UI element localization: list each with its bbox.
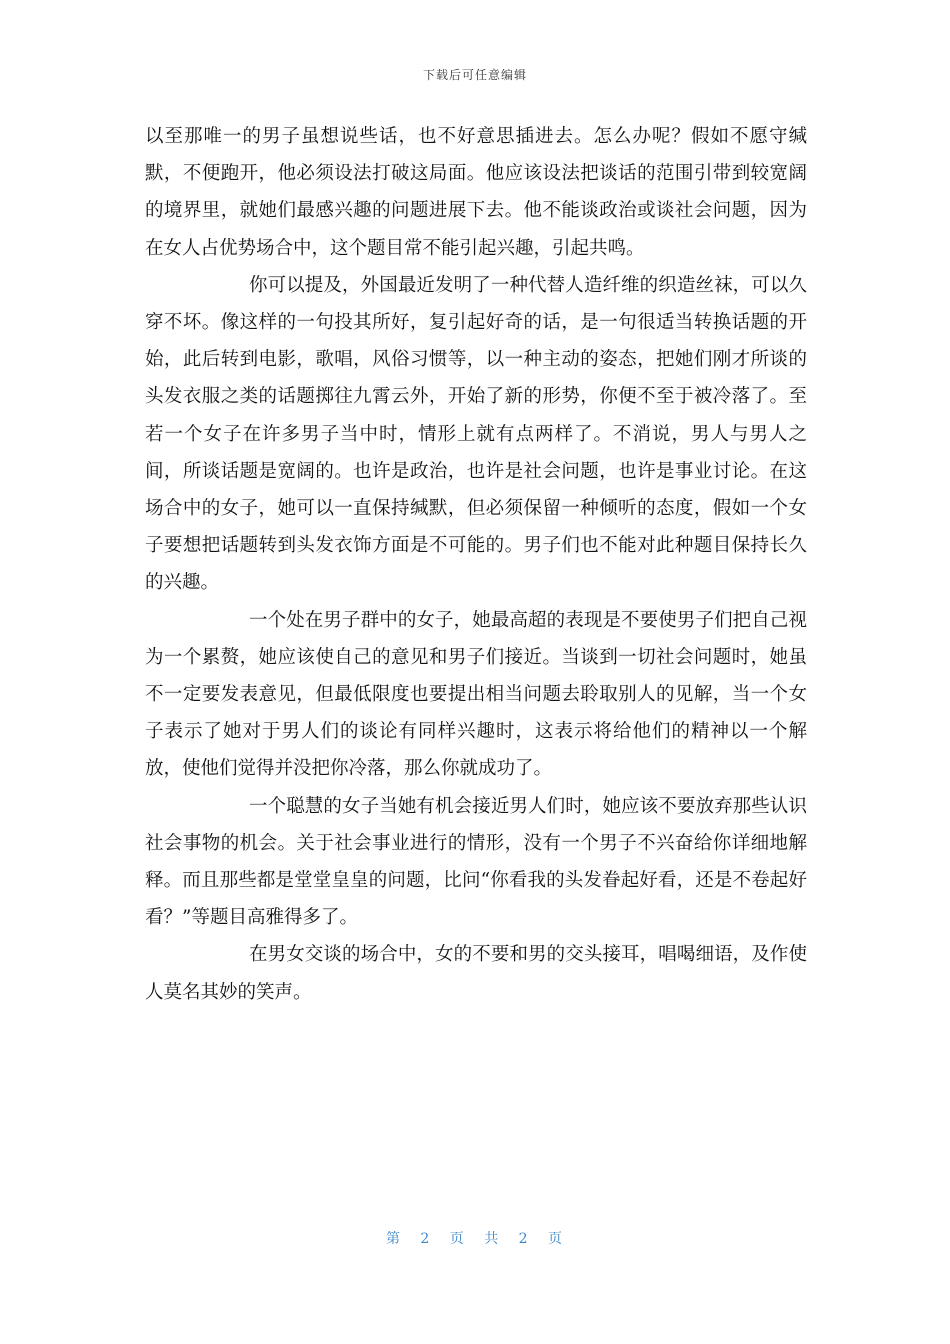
- header-note: 下载后可任意编辑: [422, 68, 527, 82]
- paragraph-1: 以至那唯一的男子虽想说些话，也不好意思插进去。怎么办呢？假如不愿守缄默，不便跑开，他必须设法打破这局面。他应该设法把谈话的范围引带到较宽阔的境界里，就她们最感兴趣的问题进展下去。他不能谈政治或谈社会问题，因为在女人占优势场合中，这个题目常不能引起兴趣，引起共鸣。: [145, 126, 807, 259]
- paragraph-3: 一个处在男子群中的女子，她最高超的表现是不要使男子们把自己视为一个累赘，她应该使自己的意见和男子们接近。当谈到一切社会问题时，她虽不一定要发表意见，但最低限度也要提出相当问题去聆取别人的见解，当一个女子表示了她对于男人们的谈论有同样兴趣时，这表示将给他们的精神以一个解放，使他们觉得并没把你冷落，那么你就成功了。: [145, 609, 807, 780]
- paragraph-2: 你可以提及，外国最近发明了一种代替人造纤维的织造丝袜，可以久穿不坏。像这样的一句投其所好，复引起好奇的话，是一句很适当转换话题的开始，此后转到电影，歌唱，风俗习惯等，以一种主动的姿态，把她们刚才所谈的头发衣服之类的话题掷往九霄云外，开始了新的形势，你便不至于被冷落了。至若一个女子在许多男子当中时，情形上就有点两样了。不消说，男人与男人之间，所谈话题是宽阔的。也许是政治，也许是社会问题，也许是事业讨论。在这场合中的女子，她可以一直保持缄默，但必须保留一种倾听的态度，假如一个女子要想把话题转到头发衣饰方面是不可能的。男子们也不能对此种题目保持长久的兴趣。: [145, 274, 807, 594]
- paragraph-4: 一个聪慧的女子当她有机会接近男人们时，她应该不要放弃那些认识社会事物的机会。关于社会事业进行的情形，没有一个男子不兴奋给你详细地解释。而且那些都是堂堂皇皇的问题，比问“你看我的头发眷起好看，还是不卷起好看？”等题目高雅得多了。: [145, 795, 807, 929]
- paragraph-5: 在男女交谈的场合中，女的不要和男的交头接耳，唱喝细语，及作使人莫名其妙的笑声。: [145, 944, 807, 1003]
- document-body: [145, 118, 807, 1011]
- page-number: 第 2 页 共 2 页: [385, 1231, 565, 1247]
